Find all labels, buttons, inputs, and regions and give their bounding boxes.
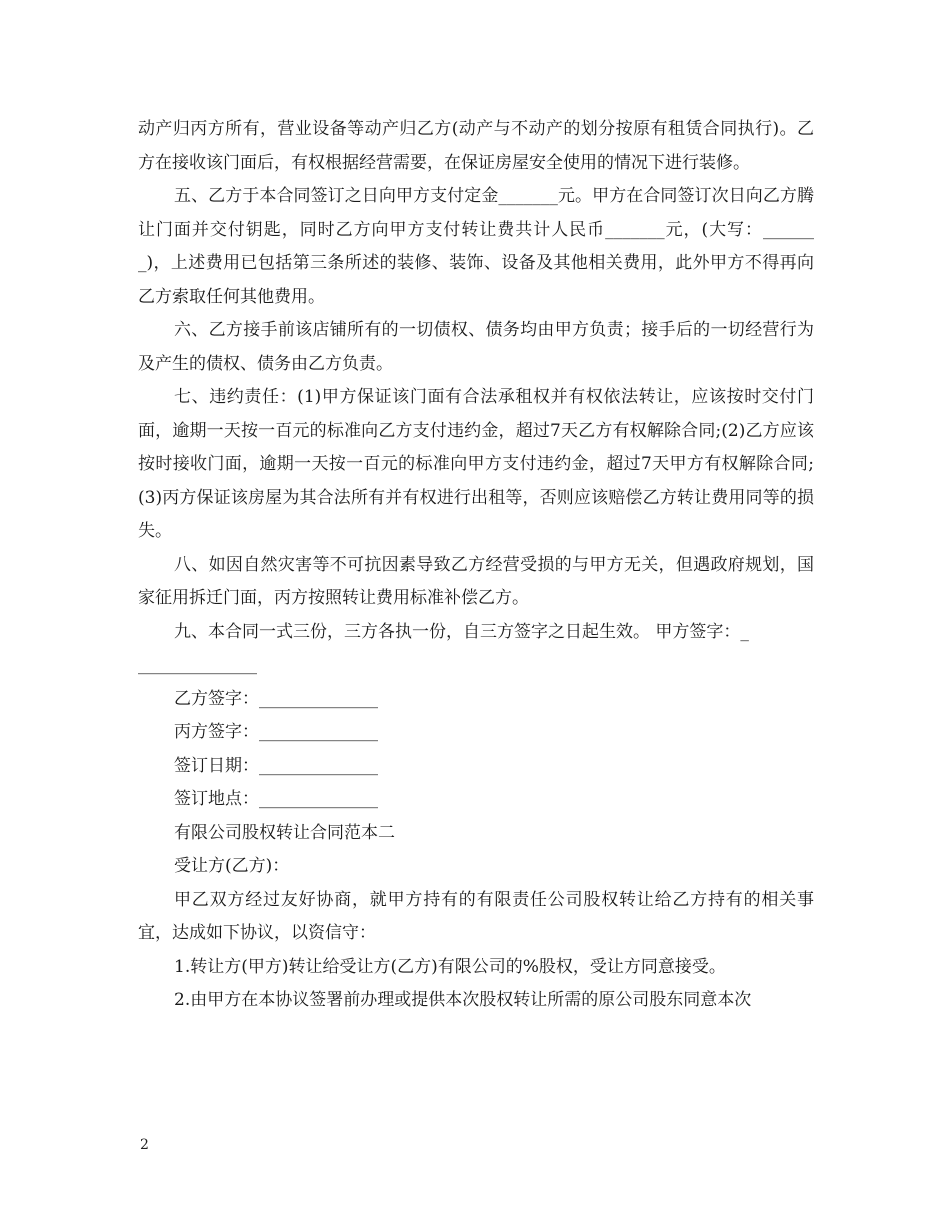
paragraph-clause-5: 五、乙方于本合同签订之日向甲方支付定金_______元。甲方在合同签订次日向乙方腾让门面并交付钥匙，同时乙方向甲方支付转让费共计人民币_______元，(大写：_______)，上述费用已包括第三条所述的装修、装饰、设备及其他相关费用，此外甲方不得再向乙方索取任何其他费用。 bbox=[138, 186, 814, 307]
party-c-signature: 丙方签字：______________ bbox=[174, 722, 378, 742]
paragraph-clause-9: 九、本合同一式三份，三方各执一份，自三方签字之日起生效。 甲方签字：_ bbox=[174, 621, 749, 642]
paragraph-clause-7: 七、违约责任：(1)甲方保证该门面有合法承租权并有权依法转让，应该按时交付门面，逾期一天按一百元的标准向乙方支付违约金，超过7天乙方有权解除合同;(2)乙方应该按时接收门面，逾期一天按一百元的标准向甲方支付违约金，超过7天甲方有权解除合同;(3)丙方保证该房屋为其合法所有并有权进行出租等，否则应该赔偿乙方转让费用同等的损失。 bbox=[138, 387, 814, 541]
second-contract-item-2: 2.由甲方在本协议签署前办理或提供本次股权转让所需的原公司股东同意本次 bbox=[174, 990, 752, 1010]
transferee-label: 受让方(乙方)： bbox=[174, 856, 290, 876]
paragraph-clause-6: 六、乙方接手前该店铺所有的一切债权、债务均由甲方负责；接手后的一切经营行为及产生的债权、债务由乙方负责。 bbox=[138, 320, 814, 374]
sign-place: 签订地点：______________ bbox=[174, 789, 378, 809]
document-body bbox=[138, 113, 814, 1018]
party-b-signature: 乙方签字：______________ bbox=[174, 688, 378, 709]
second-contract-item-1: 1.转让方(甲方)转让给受让方(乙方)有限公司的%股权，受让方同意接受。 bbox=[174, 956, 726, 977]
party-a-signature-line: ______________ bbox=[138, 655, 257, 675]
paragraph-clause-8: 八、如因自然灾害等不可抗因素导致乙方经营受损的与甲方无关，但遇政府规划，国家征用拆迁门面，丙方按照转让费用标准补偿乙方。 bbox=[138, 554, 814, 608]
second-contract-title: 有限公司股权转让合同范本二 bbox=[174, 822, 395, 843]
sign-date: 签订日期：______________ bbox=[174, 755, 378, 776]
second-contract-intro: 甲乙双方经过友好协商，就甲方持有的有限责任公司股权转让给乙方持有的相关事宜，达成如下协议，以资信守： bbox=[138, 889, 814, 943]
page-number: 2 bbox=[140, 1137, 149, 1153]
paragraph-movable-property: 动产归丙方所有，营业设备等动产归乙方(动产与不动产的划分按原有租赁合同执行)。乙方在接收该门面后，有权根据经营需要，在保证房屋安全使用的情况下进行装修。 bbox=[138, 119, 814, 173]
